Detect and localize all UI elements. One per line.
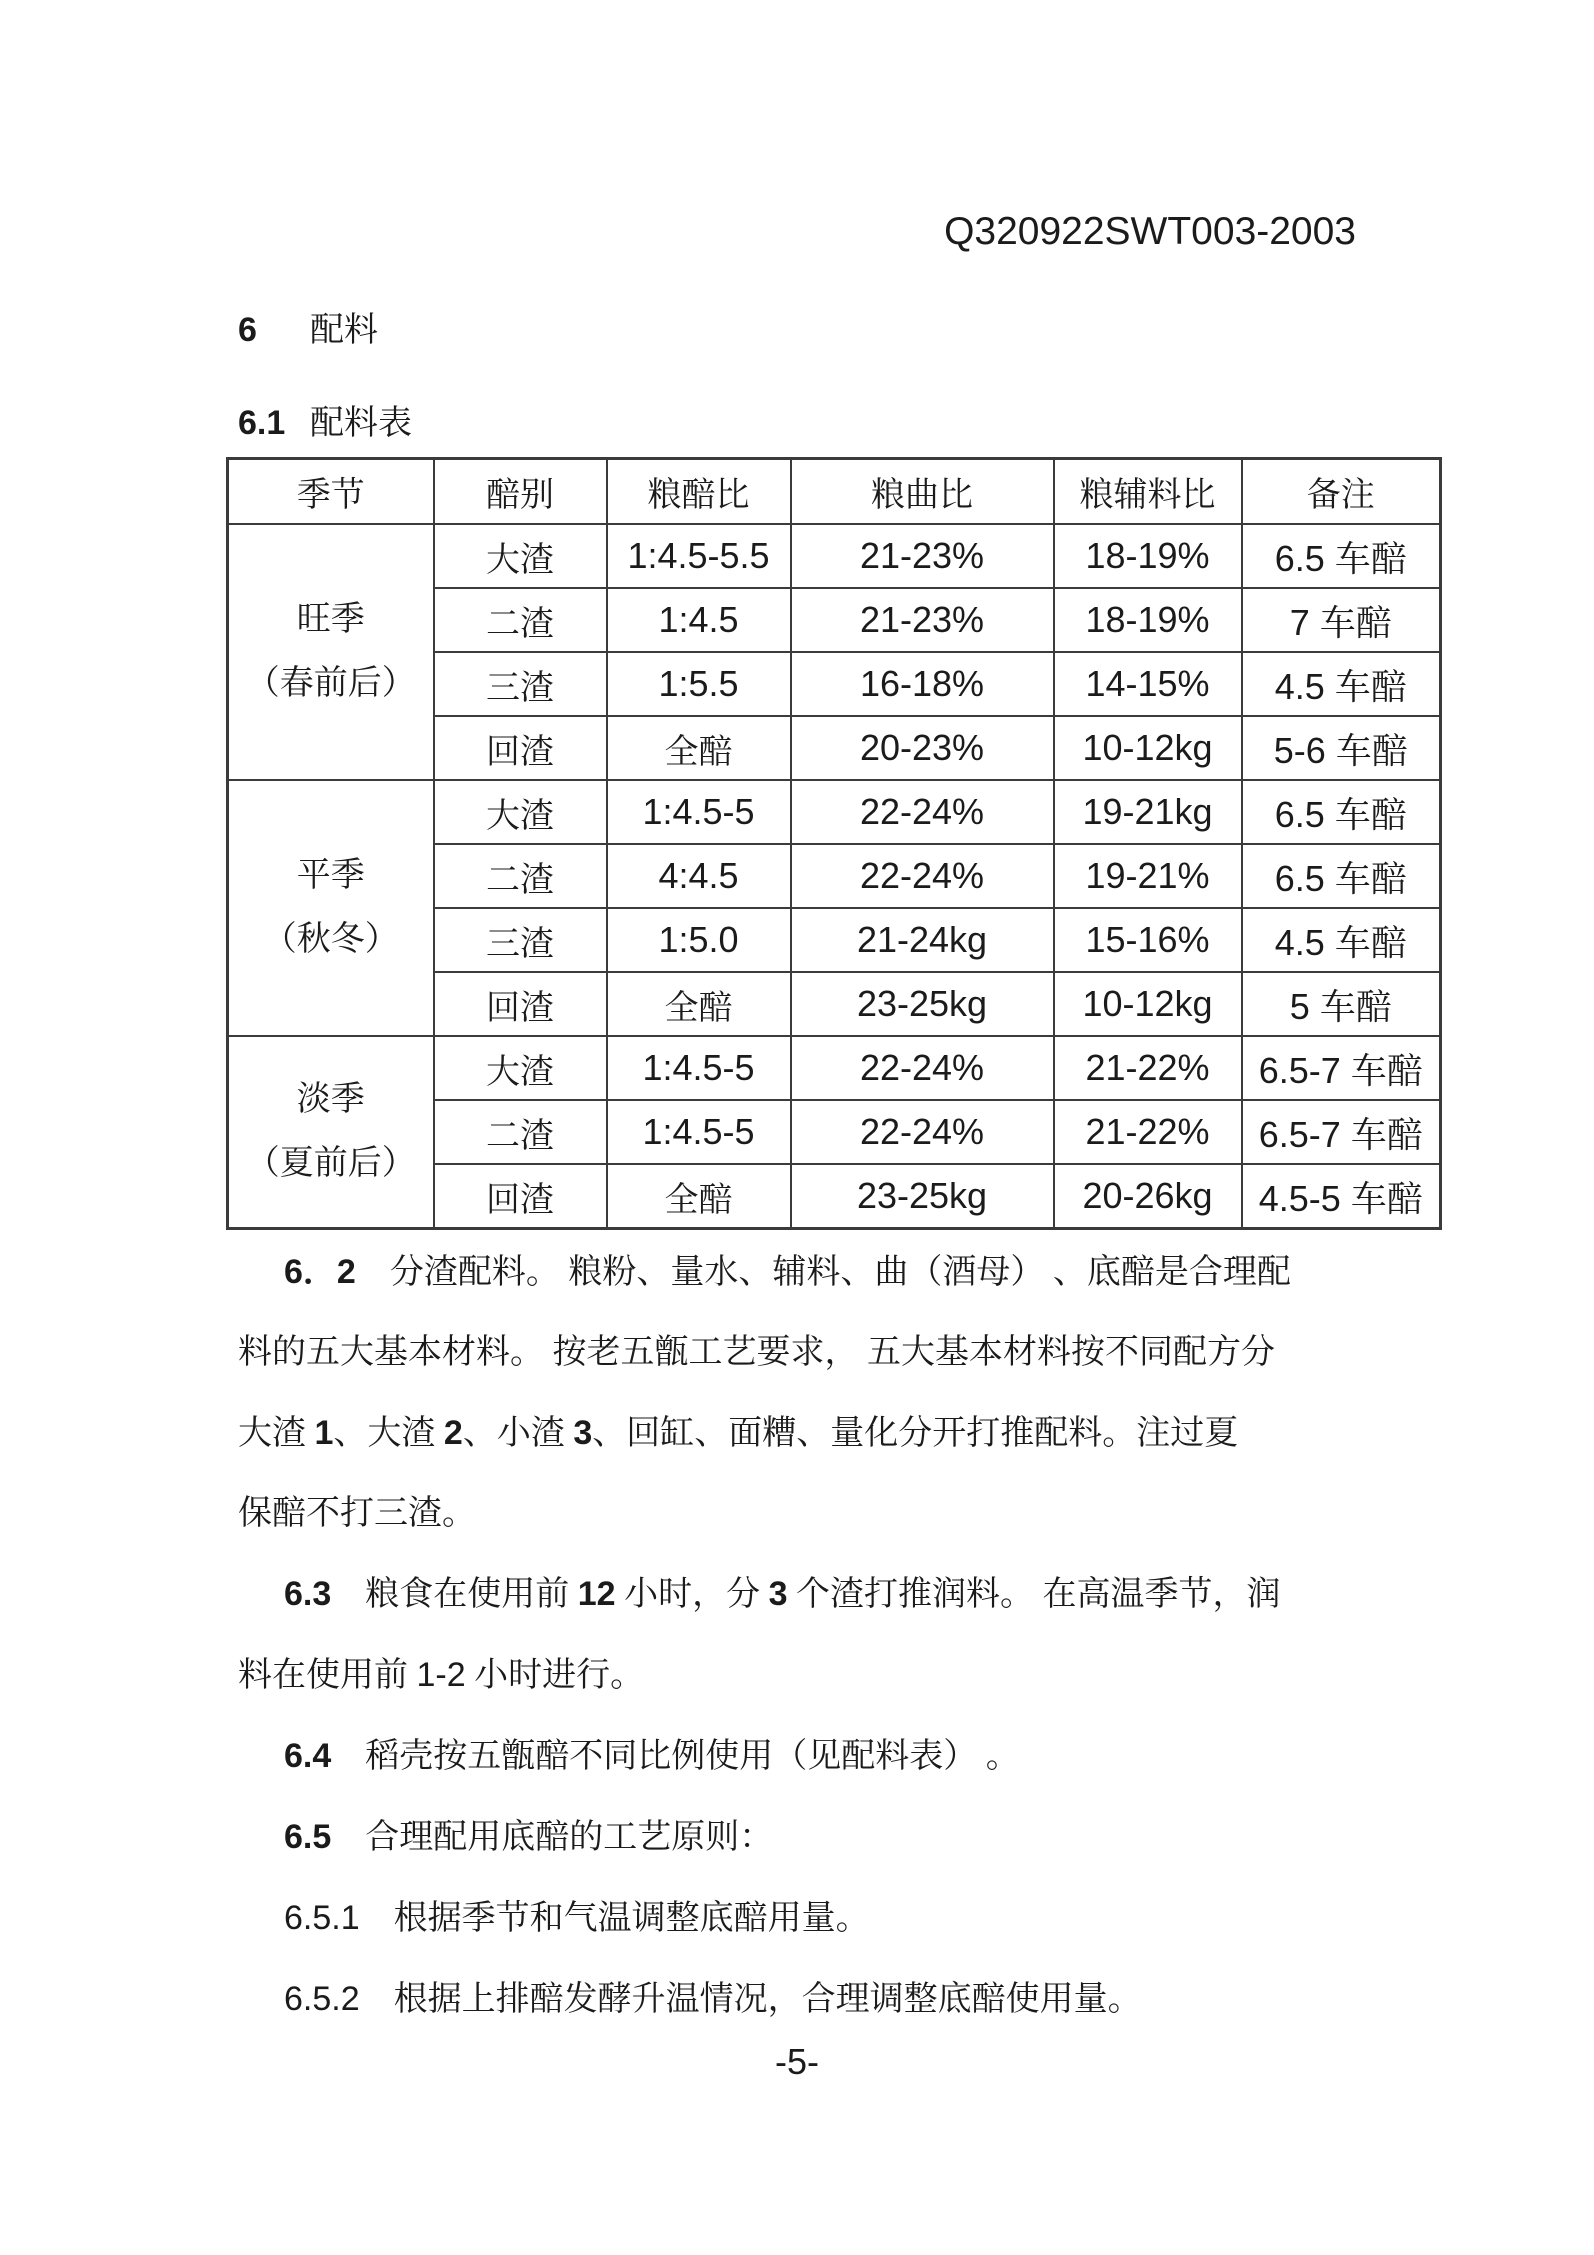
paragraph-line [238,1959,1368,2040]
season-cell [228,1036,434,1229]
table-cell: 4.5-5 车醅 [1242,1164,1441,1229]
column-header: 粮曲比 [791,459,1054,525]
table-cell: 21-22% [1054,1100,1242,1164]
table-cell: 全醅 [607,1164,791,1229]
table-cell: 10-12kg [1054,972,1242,1036]
table-cell: 21-23% [791,524,1054,588]
table-cell: 23-25kg [791,1164,1054,1229]
table-cell: 18-19% [1054,588,1242,652]
section-heading-6 [238,302,378,351]
table-cell: 1:5.5 [607,652,791,716]
paragraph-line [238,1474,1368,1554]
table-cell: 二渣 [434,588,607,652]
table-cell: 回渣 [434,1164,607,1229]
text-segment: 6．2 [284,1253,356,1291]
table-cell: 20-26kg [1054,1164,1242,1229]
table-cell: 全醅 [607,972,791,1036]
table-cell: 10-12kg [1054,716,1242,780]
ingredients-table [226,457,1442,1230]
section-number: 6 [238,311,257,349]
text-segment: 稻壳按五甑醅不同比例使用（见配料表） 。 [331,1738,1020,1775]
table-cell: 18-19% [1054,524,1242,588]
section-title: 配料 [310,312,378,349]
table-cell: 20-23% [791,716,1054,780]
table-cell: 1:4.5-5 [607,1100,791,1164]
text-segment: 1-2 [416,1656,466,1694]
text-segment: 个渣打推润料。 在高温季节，润 [787,1576,1281,1613]
table-cell: 三渣 [434,908,607,972]
text-segment: 6.5.1 [284,1899,360,1937]
column-header: 醅别 [434,459,607,525]
table-cell: 二渣 [434,844,607,908]
paragraph-line [238,1716,1368,1797]
text-segment: 料在使用前 [238,1657,417,1694]
text-segment: 6.5 [284,1818,332,1856]
table-row [228,524,1441,588]
table-cell: 1:4.5 [607,588,791,652]
table-cell: 1:4.5-5 [607,1036,791,1100]
table-cell: 大渣 [434,780,607,844]
section-title: 配料表 [310,405,412,442]
text-segment: 12 [577,1575,616,1613]
table-cell: 4.5 车醅 [1242,652,1441,716]
season-line: 旺季 [296,601,365,638]
text-segment: 合理配用底醅的工艺原则： [331,1819,774,1856]
text-segment: 小时，分 [615,1576,769,1613]
text-segment: 、回缸、面糟、量化分开打推配料。注过夏 [592,1415,1239,1452]
table-row [228,1036,1441,1100]
text-segment: 大渣 [238,1415,315,1452]
table-cell: 19-21kg [1054,780,1242,844]
table-cell: 22-24% [791,780,1054,844]
column-header: 粮辅料比 [1054,459,1242,525]
table-row [228,780,1441,844]
text-segment: 根据季节和气温调整底醅用量。 [359,1900,870,1937]
text-segment: 料的五大基本材料。 按老五甑工艺要求， 五大基本材料按不同配方分 [238,1334,1275,1371]
text-segment: 根据上排醅发酵升温情况，合理调整底醅使用量。 [359,1981,1142,2018]
ingredients-table-body [228,524,1441,1229]
table-cell: 21-24kg [791,908,1054,972]
table-cell: 16-18% [791,652,1054,716]
paragraph-line [238,1232,1368,1313]
table-cell: 1:4.5-5.5 [607,524,791,588]
paragraph-line [238,1393,1368,1474]
season-line: 平季 [296,857,365,894]
table-cell: 21-22% [1054,1036,1242,1100]
text-segment: 2 [443,1414,463,1452]
paragraph-line [238,1797,1368,1878]
section-heading-6-1 [238,395,412,444]
document-number: Q320922SWT003-2003 [944,210,1356,253]
text-segment: 分渣配料。 粮粉、量水、辅料、曲（酒母） 、底醅是合理配 [355,1254,1291,1291]
season-cell [228,780,434,1036]
season-cell [228,524,434,780]
text-segment: 、小渣 [462,1415,574,1452]
text-segment: 小时进行。 [465,1657,645,1694]
table-cell: 1:5.0 [607,908,791,972]
season-line: （秋冬） [262,921,399,958]
section-number: 6.1 [238,404,286,442]
table-cell: 7 车醅 [1242,588,1441,652]
paragraph-line [238,1635,1368,1716]
table-cell: 23-25kg [791,972,1054,1036]
text-segment: 3 [768,1575,788,1613]
paragraph-line [238,1878,1368,1959]
table-cell: 三渣 [434,652,607,716]
text-segment: 3 [573,1414,593,1452]
table-cell: 22-24% [791,1036,1054,1100]
column-header: 季节 [228,459,434,525]
table-cell: 5-6 车醅 [1242,716,1441,780]
table-header-row [228,459,1441,525]
table-cell: 4:4.5 [607,844,791,908]
table-cell: 22-24% [791,844,1054,908]
table-cell: 1:4.5-5 [607,780,791,844]
page-number: -5- [775,2041,819,2082]
season-line: （夏前后） [245,1145,416,1182]
text-segment: 6.5.2 [284,1980,360,2018]
body-paragraphs [238,1232,1368,2040]
text-segment: 粮食在使用前 [331,1576,578,1613]
table-cell: 6.5 车醅 [1242,844,1441,908]
table-cell: 大渣 [434,524,607,588]
table-cell: 5 车醅 [1242,972,1441,1036]
table-cell: 大渣 [434,1036,607,1100]
season-line: 淡季 [296,1081,365,1118]
column-header: 备注 [1242,459,1441,525]
table-cell: 二渣 [434,1100,607,1164]
text-segment: 、大渣 [333,1415,444,1452]
table-cell: 4.5 车醅 [1242,908,1441,972]
table-cell: 回渣 [434,716,607,780]
column-header: 粮醅比 [607,459,791,525]
paragraph-line [238,1313,1368,1393]
table-cell: 14-15% [1054,652,1242,716]
text-segment: 6.3 [284,1575,332,1613]
text-segment: 保醅不打三渣。 [238,1495,476,1532]
text-segment: 1 [314,1414,334,1452]
table-cell: 全醅 [607,716,791,780]
text-segment: 6.4 [284,1737,332,1775]
table-cell: 22-24% [791,1100,1054,1164]
table-cell: 6.5 车醅 [1242,524,1441,588]
table-cell: 15-16% [1054,908,1242,972]
table-cell: 19-21% [1054,844,1242,908]
table-cell: 6.5-7 车醅 [1242,1036,1441,1100]
table-cell: 回渣 [434,972,607,1036]
paragraph-line [238,1554,1368,1635]
season-line: （春前后） [245,665,416,702]
table-cell: 21-23% [791,588,1054,652]
table-cell: 6.5 车醅 [1242,780,1441,844]
table-cell: 6.5-7 车醅 [1242,1100,1441,1164]
